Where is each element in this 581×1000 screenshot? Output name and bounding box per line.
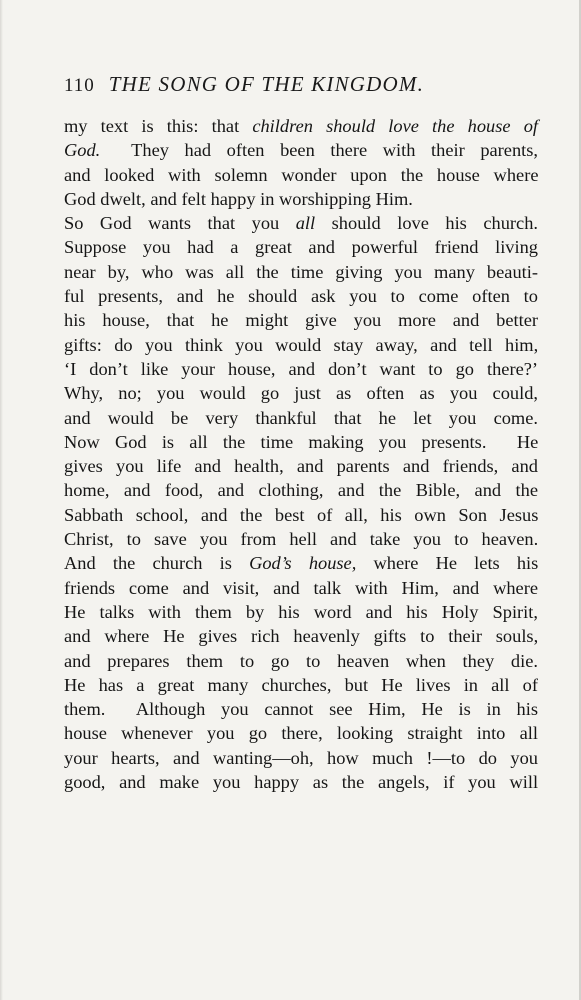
text-line <box>64 357 538 381</box>
text-segment: Sabbath school, and the best of all, his own Son Jesus <box>64 504 539 525</box>
text-line <box>64 697 538 721</box>
text-line <box>64 527 538 551</box>
running-title: THE SONG OF THE KINGDOM. <box>108 72 425 96</box>
text-line <box>64 624 538 648</box>
text-segment: So God wants that you <box>64 213 296 234</box>
text-segment: gives you life and health, and parents and friends, and <box>64 456 538 477</box>
text-line <box>64 600 538 624</box>
text-line <box>64 576 538 600</box>
text-line <box>64 284 538 308</box>
text-segment: Christ, to save you from hell and take you to heaven. <box>64 529 539 550</box>
text-line <box>64 114 538 138</box>
text-line <box>64 430 538 454</box>
text-segment: Suppose you had a great and powerful friend living <box>64 237 538 258</box>
text-segment: ful presents, and he should ask you to come often to <box>64 286 538 307</box>
page-edge-left <box>0 0 3 1000</box>
running-header <box>64 72 544 102</box>
text-line <box>64 406 538 430</box>
text-segment: and would be very thankful that he let you come. <box>64 407 538 428</box>
text-segment: good, and make you happy as the angels, if you will <box>64 772 539 793</box>
text-line <box>64 770 538 794</box>
text-segment: And the church is <box>64 553 250 574</box>
text-segment: his house, that he might give you more and better <box>64 310 538 331</box>
text-line <box>64 187 538 211</box>
text-segment: and where He gives rich heavenly gifts to their souls, <box>64 626 539 647</box>
text-segment: your hearts, and wanting—oh, how much !—to do you <box>64 747 538 768</box>
text-line <box>64 649 538 673</box>
text-line <box>64 235 538 259</box>
text-line <box>64 381 538 405</box>
text-segment: Now God is all the time making you presents. He <box>64 431 539 452</box>
text-segment: Why, no; you would go just as often as you could, <box>64 383 538 404</box>
text-segment: near by, who was all the time giving you many beauti- <box>64 261 538 282</box>
text-segment: house whenever you go there, looking straight into all <box>64 723 538 744</box>
text-segment: He has a great many churches, but He lives in all of <box>64 674 538 695</box>
italic-text-segment: children should love the house of <box>252 116 539 136</box>
page-number: 110 <box>64 75 95 96</box>
text-segment: gifts: do you think you would stay away, and tell him, <box>64 334 539 355</box>
text-segment: my text is this: that <box>64 116 253 136</box>
text-segment: home, and food, and clothing, and the Bible, and the <box>64 480 538 501</box>
italic-text-segment: God’s house, <box>249 553 357 574</box>
text-line <box>64 503 538 527</box>
text-line <box>64 454 538 478</box>
text-segment: They had often been there with their parents, <box>100 140 539 161</box>
text-segment: should love his church. <box>315 213 538 234</box>
body-text <box>64 114 538 794</box>
text-line <box>64 673 538 697</box>
text-line <box>64 551 538 575</box>
text-line <box>64 211 538 235</box>
text-line <box>64 163 538 187</box>
text-line <box>64 138 538 162</box>
text-segment: and looked with solemn wonder upon the house where <box>64 164 539 185</box>
text-line <box>64 333 538 357</box>
text-line <box>64 308 538 332</box>
italic-text-segment: God. <box>64 140 101 161</box>
text-segment: God dwelt, and felt happy in worshipping Him. <box>64 188 413 209</box>
text-line <box>64 260 538 284</box>
text-segment: ‘I don’t like your house, and don’t want to go there?’ <box>64 358 539 379</box>
text-segment: them. Although you cannot see Him, He is in his <box>64 699 538 720</box>
text-segment: He talks with them by his word and his Holy Spirit, <box>64 601 538 622</box>
text-segment: where He lets his <box>356 553 539 574</box>
text-segment: friends come and visit, and talk with Him, and where <box>64 577 538 598</box>
text-line <box>64 746 538 770</box>
italic-text-segment: all <box>295 213 316 234</box>
text-line <box>64 478 538 502</box>
text-line <box>64 721 538 745</box>
text-segment: and prepares them to go to heaven when they die. <box>64 650 538 671</box>
